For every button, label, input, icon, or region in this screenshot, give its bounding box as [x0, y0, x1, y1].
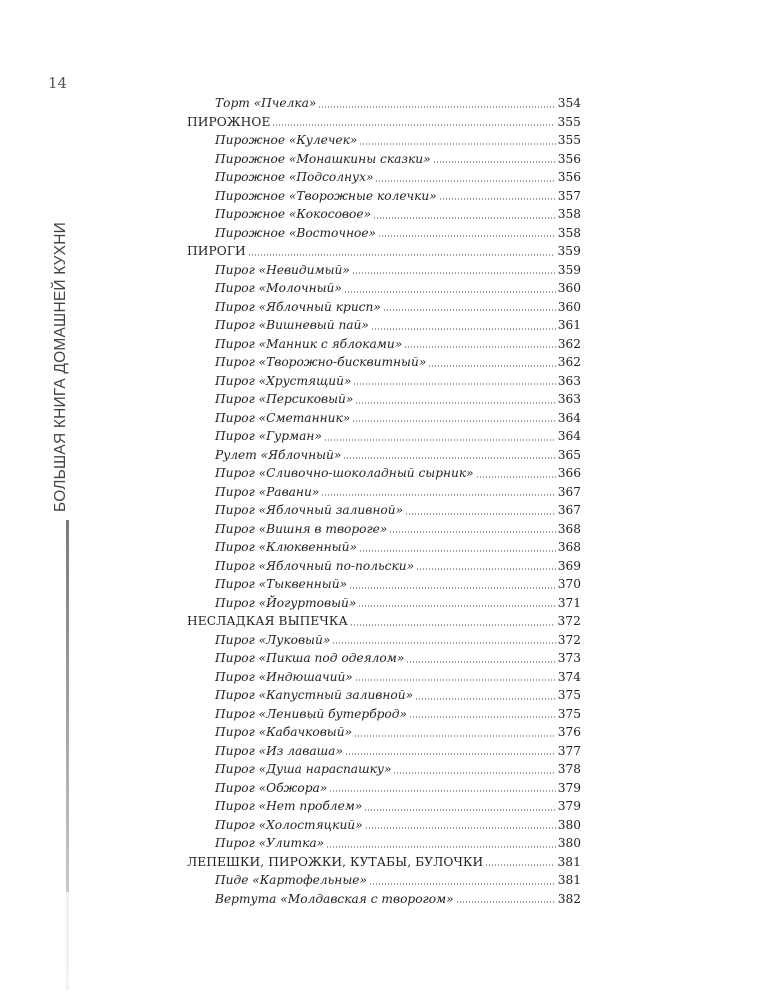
toc-dot-leader	[365, 827, 556, 829]
toc-dot-leader	[353, 383, 555, 385]
toc-entry-title: Пирог «Улитка»	[215, 836, 325, 850]
toc-entry-title: Пирог «Холостяцкий»	[215, 817, 363, 832]
toc-entry	[187, 668, 581, 687]
toc-entry-title: ПИРОГИ	[187, 244, 246, 258]
toc-entry-page: 364	[557, 410, 581, 425]
book-title-vertical: БОЛЬШАЯ КНИГА ДОМАШНЕЙ КУХНИ	[52, 222, 69, 512]
toc-entry	[187, 816, 581, 835]
toc-entry-title: Пирог «Сливочно-шоколадный сырник»	[215, 466, 474, 480]
toc-entry	[187, 871, 581, 890]
toc-entry	[187, 279, 581, 298]
toc-entry-title: Пирожное «Восточное»	[215, 225, 377, 240]
toc-entry-title: Пирог «Ленивый бутерброд»	[215, 706, 407, 721]
toc-dot-leader	[358, 605, 555, 607]
toc-dot-leader	[439, 198, 556, 200]
toc-entry-page: 359	[557, 244, 581, 258]
toc-dot-leader	[393, 772, 555, 774]
toc-entry	[187, 538, 581, 557]
toc-dot-leader	[349, 587, 556, 589]
toc-entry-page: 357	[557, 188, 581, 203]
toc-entry-title: Пирог «Клюквенный»	[215, 540, 357, 554]
toc-entry	[187, 205, 581, 224]
toc-entry-title: НЕСЛАДКАЯ ВЫПЕЧКА	[187, 614, 348, 628]
toc-entry	[187, 131, 581, 150]
toc-entry-title: Пирог «Яблочный по-польски»	[215, 558, 415, 573]
toc-entry-title: Пирог «Равани»	[215, 484, 320, 499]
toc-entry-page: 381	[557, 873, 581, 887]
toc-dot-leader	[359, 143, 555, 145]
toc-entry	[187, 760, 581, 779]
table-of-contents	[187, 94, 581, 908]
toc-entry-title: Пирог «Нет проблем»	[215, 799, 363, 813]
toc-entry-page: 362	[557, 336, 581, 351]
toc-entry-page: 359	[557, 262, 581, 277]
toc-entry-title: Пирог «Тыквенный»	[215, 577, 348, 591]
toc-entry	[187, 686, 581, 705]
toc-entry-page: 360	[557, 299, 581, 314]
toc-entry	[187, 797, 581, 816]
toc-entry-title: ПИРОЖНОЕ	[187, 114, 271, 129]
toc-entry-title: Рулет «Яблочный»	[215, 447, 342, 462]
toc-entry-page: 362	[557, 355, 581, 369]
toc-entry-page: 365	[557, 447, 581, 462]
toc-entry-page: 358	[557, 207, 581, 221]
toc-entry-title: Пирог «Персиковый»	[215, 392, 354, 406]
toc-entry-page: 372	[557, 632, 581, 647]
toc-dot-leader	[369, 883, 556, 885]
toc-entry	[187, 94, 581, 113]
toc-entry-title: Пирожное «Кулечек»	[215, 133, 358, 147]
toc-dot-leader	[352, 420, 556, 422]
toc-entry-title: Пирог «Яблочный заливной»	[215, 503, 404, 517]
toc-entry-page: 369	[557, 558, 581, 573]
toc-section	[187, 853, 581, 872]
toc-section	[187, 113, 581, 132]
toc-entry	[187, 705, 581, 724]
toc-entry-title: Пирог «Манник с яблоками»	[215, 336, 403, 351]
toc-dot-leader	[409, 716, 556, 718]
toc-dot-leader	[373, 217, 556, 219]
toc-entry-title: Пирог «Вишневый пай»	[215, 318, 369, 332]
toc-entry-page: 370	[557, 577, 581, 591]
toc-entry-page: 356	[557, 151, 581, 166]
toc-entry-page: 380	[557, 836, 581, 850]
toc-entry	[187, 594, 581, 613]
toc-entry	[187, 316, 581, 335]
toc-entry-title: Пирог «Хрустящий»	[215, 373, 352, 388]
toc-entry-page: 377	[557, 743, 581, 758]
toc-entry-page: 363	[557, 392, 581, 406]
toc-entry-title: Пирог «Из лаваша»	[215, 743, 343, 758]
toc-dot-leader	[355, 402, 555, 404]
toc-entry-page: 381	[557, 854, 581, 869]
toc-entry	[187, 353, 581, 372]
toc-entry-title: Торт «Пчелка»	[215, 96, 317, 110]
toc-entry-page: 371	[557, 595, 581, 610]
toc-entry-title: Пирог «Пикша под одеялом»	[215, 651, 405, 665]
toc-entry-title: Пирог «Индюшачий»	[215, 669, 353, 684]
toc-entry	[187, 834, 581, 853]
toc-dot-leader	[378, 235, 556, 237]
toc-entry-page: 364	[557, 429, 581, 443]
toc-entry-title: Пиде «Картофельные»	[215, 873, 367, 887]
toc-entry	[187, 501, 581, 520]
toc-dot-leader	[344, 291, 556, 293]
toc-entry-title: Пирожное «Подсолнух»	[215, 170, 374, 184]
toc-entry-title: Пирог «Кабачковый»	[215, 725, 353, 739]
toc-entry-page: 376	[557, 725, 581, 739]
toc-entry-title: ЛЕПЕШКИ, ПИРОЖКИ, КУТАБЫ, БУЛОЧКИ	[187, 854, 484, 869]
toc-entry-page: 361	[557, 318, 581, 332]
toc-entry	[187, 224, 581, 243]
toc-dot-leader	[389, 531, 555, 533]
toc-entry	[187, 557, 581, 576]
toc-dot-leader	[375, 180, 555, 182]
toc-entry-page: 378	[557, 762, 581, 776]
toc-dot-leader	[476, 476, 556, 478]
toc-entry	[187, 483, 581, 502]
toc-entry	[187, 520, 581, 539]
toc-entry-page: 379	[557, 799, 581, 813]
toc-entry-page: 382	[557, 891, 581, 906]
toc-entry-page: 354	[557, 96, 581, 110]
toc-dot-leader	[318, 106, 555, 108]
toc-entry-page: 368	[557, 540, 581, 554]
toc-section	[187, 242, 581, 261]
toc-entry	[187, 890, 581, 909]
toc-entry-page: 358	[557, 225, 581, 240]
toc-entry	[187, 575, 581, 594]
toc-entry-title: Пирог «Сметанник»	[215, 410, 351, 425]
toc-dot-leader	[359, 550, 556, 552]
toc-entry	[187, 390, 581, 409]
toc-entry-title: Пирог «Молочный»	[215, 281, 342, 295]
toc-dot-leader	[332, 642, 555, 644]
toc-entry-title: Пирог «Вишня в твороге»	[215, 521, 388, 536]
toc-entry-page: 360	[557, 281, 581, 295]
toc-entry-page: 379	[557, 780, 581, 795]
toc-dot-leader	[354, 735, 556, 737]
toc-entry	[187, 261, 581, 280]
toc-entry-page: 366	[557, 466, 581, 480]
toc-dot-leader	[485, 864, 555, 866]
toc-entry	[187, 649, 581, 668]
toc-entry	[187, 298, 581, 317]
toc-entry-title: Пирог «Луковый»	[215, 632, 331, 647]
toc-entry-page: 355	[557, 114, 581, 129]
toc-entry-page: 356	[557, 170, 581, 184]
toc-entry	[187, 409, 581, 428]
toc-dot-leader	[355, 679, 556, 681]
toc-entry	[187, 631, 581, 650]
toc-dot-leader	[404, 346, 556, 348]
page-number: 14	[48, 74, 68, 92]
toc-entry	[187, 187, 581, 206]
toc-entry-page: 363	[557, 373, 581, 388]
toc-dot-leader	[326, 846, 556, 848]
toc-entry	[187, 742, 581, 761]
toc-entry-title: Пирог «Яблочный крисп»	[215, 299, 381, 314]
toc-dot-leader	[352, 272, 556, 274]
toc-entry	[187, 372, 581, 391]
toc-dot-leader	[345, 753, 556, 755]
toc-entry-title: Пирог «Капустный заливной»	[215, 688, 414, 702]
side-decorative-bar-accent	[66, 520, 69, 892]
toc-entry-page: 355	[557, 133, 581, 147]
toc-entry-title: Пирожное «Кокосовое»	[215, 207, 372, 221]
toc-entry-title: Пирожное «Творожные колечки»	[215, 188, 437, 203]
toc-dot-leader	[428, 365, 555, 367]
toc-dot-leader	[350, 624, 556, 626]
toc-dot-leader	[405, 513, 556, 515]
toc-dot-leader	[329, 790, 555, 792]
toc-entry-title: Пирог «Йогуртовый»	[215, 595, 357, 610]
toc-entry-page: 380	[557, 817, 581, 832]
toc-dot-leader	[364, 809, 555, 811]
toc-entry-title: Пирожное «Монашкины сказки»	[215, 151, 431, 166]
toc-entry	[187, 723, 581, 742]
toc-dot-leader	[371, 328, 556, 330]
toc-dot-leader	[324, 439, 556, 441]
toc-entry-page: 375	[557, 706, 581, 721]
toc-entry-title: Пирог «Душа нараспашку»	[215, 762, 392, 776]
toc-entry-page: 372	[557, 614, 581, 628]
toc-dot-leader	[415, 698, 556, 700]
toc-entry-title: Пирог «Невидимый»	[215, 262, 350, 277]
toc-entry-page: 368	[557, 521, 581, 536]
toc-dot-leader	[456, 901, 556, 903]
toc-dot-leader	[272, 124, 555, 126]
toc-entry-page: 374	[557, 669, 581, 684]
toc-entry	[187, 150, 581, 169]
toc-entry	[187, 446, 581, 465]
toc-dot-leader	[406, 661, 555, 663]
toc-entry-page: 367	[557, 484, 581, 499]
toc-dot-leader	[433, 161, 556, 163]
toc-entry	[187, 779, 581, 798]
toc-entry-page: 367	[557, 503, 581, 517]
toc-section	[187, 612, 581, 631]
toc-dot-leader	[383, 309, 556, 311]
toc-entry	[187, 335, 581, 354]
toc-entry-page: 375	[557, 688, 581, 702]
toc-entry-page: 373	[557, 651, 581, 665]
toc-entry-title: Пирог «Творожно-бисквитный»	[215, 355, 427, 369]
toc-dot-leader	[321, 494, 555, 496]
toc-entry	[187, 168, 581, 187]
toc-dot-leader	[416, 568, 556, 570]
toc-entry-title: Пирог «Обжора»	[215, 780, 328, 795]
toc-dot-leader	[343, 457, 555, 459]
toc-entry-title: Вертута «Молдавская с творогом»	[215, 891, 454, 906]
toc-entry	[187, 464, 581, 483]
toc-dot-leader	[248, 254, 556, 256]
toc-entry-title: Пирог «Гурман»	[215, 429, 322, 443]
toc-entry	[187, 427, 581, 446]
